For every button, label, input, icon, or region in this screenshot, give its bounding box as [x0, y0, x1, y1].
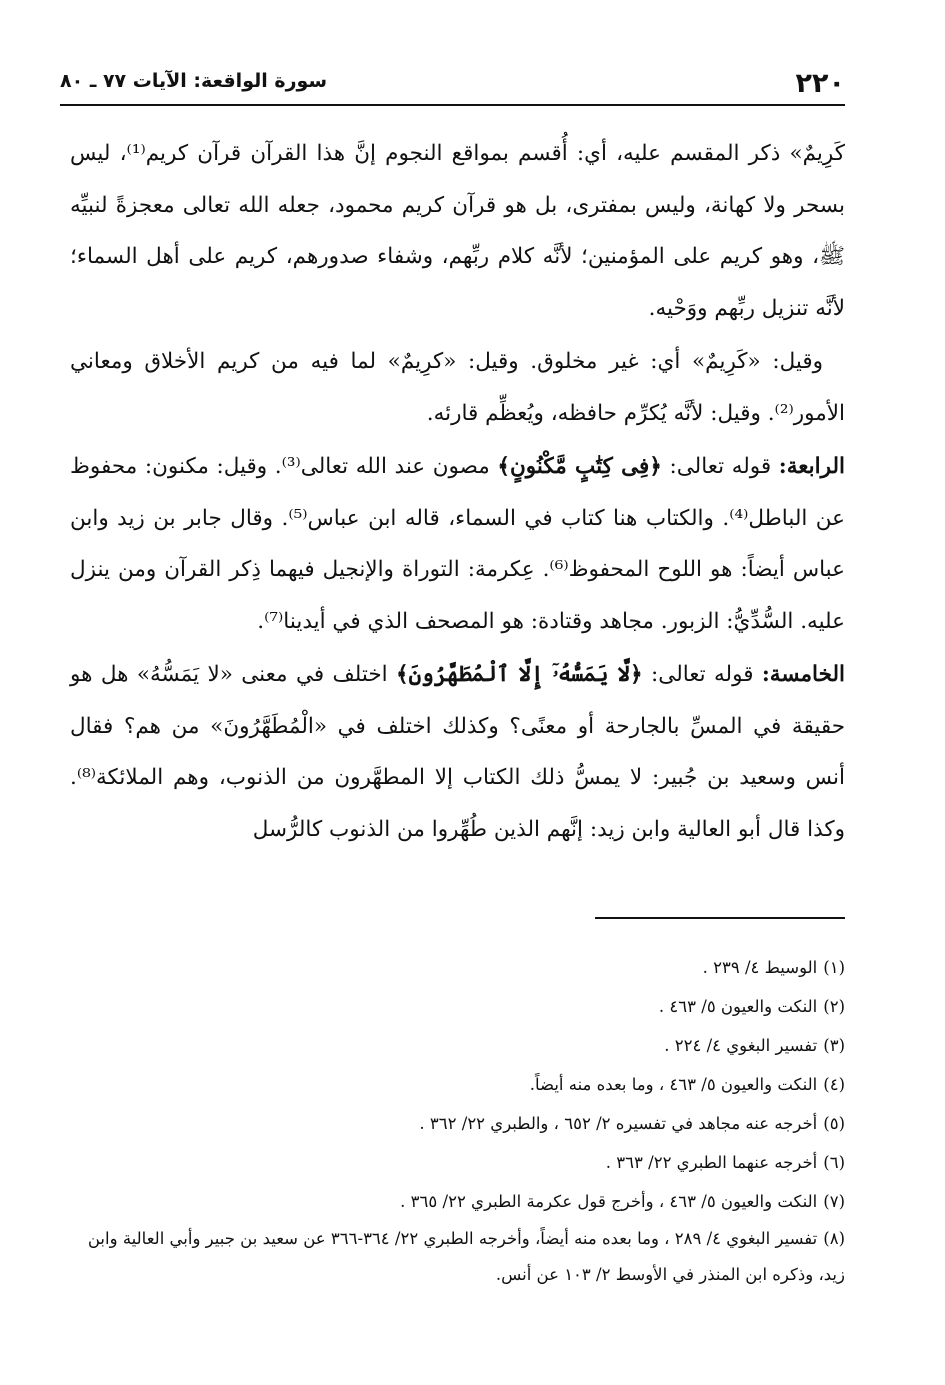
footnote-number: (٥) — [823, 1114, 845, 1133]
footnote — [70, 948, 845, 987]
paragraph-1: كَرِيمٌ» ذكر المقسم عليه، أي: أُقسم بمواقع النجوم إنَّ هذا القرآن قرآن كريم⁽¹⁾، ليس بسحر ولا كهانة، وليس بمفترى، بل هو قرآن كريم محمود، جعله الله تعالى معجزةً لنبيِّه ﷺ، وهو كريم على المؤمنين؛ لأنَّه كلام ربِّهم، وشفاء صدورهم، كريم على أهل السماء؛ لأنَّه تنزيل ربِّهم ووَحْيه. — [70, 141, 845, 321]
footnote-text: الوسيط ٤/ ٢٣٩ . — [702, 958, 818, 977]
page-number: ٢٢٠ — [795, 68, 845, 99]
page-header — [60, 60, 845, 106]
footnote-text: النكت والعيون ٥/ ٤٦٣ ، وما بعده منه أيضاً. — [529, 1075, 818, 1094]
paragraph-3 — [70, 441, 845, 647]
footnote-text: تفسير البغوي ٤/ ٢٢٤ . — [664, 1036, 818, 1055]
footnote — [70, 987, 845, 1026]
footnote-number: (٤) — [823, 1075, 845, 1094]
footnotes — [70, 948, 845, 1293]
footnote-number: (١) — [823, 958, 845, 977]
footnote — [70, 1143, 845, 1182]
main-text — [70, 128, 845, 857]
paragraph-4-text-a: قوله تعالى: — [642, 662, 762, 687]
footnote-text: أخرجه عنهما الطبري ٢٢/ ٣٦٣ . — [605, 1153, 818, 1172]
footnote-text: تفسير البغوي ٤/ ٢٨٩ ، وما بعده منه أيضاً، وأخرجه الطبري ٢٢/ ٣٦٤-٣٦٦ عن سعيد بن جبير وأبي العالية وابن زيد، وذكره ابن المنذر في الأوسط ٢/ ١٠٣ عن أنس. — [87, 1229, 845, 1284]
footnote-text: أخرجه عنه مجاهد في تفسيره ٢/ ٦٥٢ ، والطبري ٢٢/ ٣٦٢ . — [419, 1114, 818, 1133]
footnote-text: النكت والعيون ٥/ ٤٦٣ ، وأخرج قول عكرمة الطبري ٢٢/ ٣٦٥ . — [400, 1192, 818, 1211]
running-title: سورة الواقعة: الآيات ٧٧ ـ ٨٠ — [60, 70, 328, 92]
footnote-number: (٨) — [823, 1229, 845, 1248]
paragraph-4 — [70, 649, 845, 855]
footnote-number: (٧) — [823, 1192, 845, 1211]
footnote-number: (٦) — [823, 1153, 845, 1172]
footnote — [70, 1104, 845, 1143]
paragraph-3-lead: الرابعة: — [778, 454, 845, 479]
footnote-separator — [595, 917, 845, 919]
quran-verse-2: ﴿لَّا يَمَسُّهُۥٓ إِلَّا ٱلْمُطَهَّرُونَ﴾ — [396, 662, 643, 687]
footnote — [70, 1026, 845, 1065]
paragraph-4-text-b: اختلف في معنى «لا يَمَسُّهُ» هل هو حقيقة في المسِّ بالجارحة أو معنًى؟ وكذلك اختلف في «الْمُطَهَّرُونَ» من هم؟ فقال أنس وسعيد بن جُبير: لا يمسُّ ذلك الكتاب إلا المطهَّرون من الذنوب، وهم الملائكة⁽⁸⁾. وكذا قال أبو العالية وابن زيد: إنَّهم الذين طُهِّروا من الذنوب كالرُّسل — [70, 662, 845, 842]
footnote — [70, 1065, 845, 1104]
paragraph-3-text-b: مصون عند الله تعالى⁽³⁾. وقيل: مكنون: محفوظ عن الباطل⁽⁴⁾. والكتاب هنا كتاب في السماء، قاله ابن عباس⁽⁵⁾. وقال جابر بن زيد وابن عباس أيضاً: هو اللوح المحفوظ⁽⁶⁾. عِكرمة: التوراة والإنجيل فيهما ذِكر القرآن ومن ينزل عليه. السُّدِّيُّ: الزبور. مجاهد وقتادة: هو المصحف الذي في أيدينا⁽⁷⁾. — [70, 454, 845, 634]
footnote-number: (٢) — [823, 997, 845, 1016]
paragraph-3-text-a: قوله تعالى: — [661, 454, 779, 479]
paragraph-4-lead: الخامسة: — [761, 662, 845, 687]
footnote — [70, 1182, 845, 1221]
paragraph-2: وقيل: «كَرِيمٌ» أي: غير مخلوق. وقيل: «كرِيمٌ» لما فيه من كريم الأخلاق ومعاني الأمور⁽²⁾. وقيل: لأنَّه يُكرِّم حافظه، ويُعظِّم قارئه. — [70, 349, 845, 426]
footnote — [70, 1221, 845, 1293]
quran-verse-1: ﴿فِى كِتَٰبٍ مَّكْنُونٍ﴾ — [497, 454, 662, 479]
footnote-number: (٣) — [823, 1036, 845, 1055]
footnote-text: النكت والعيون ٥/ ٤٦٣ . — [658, 997, 818, 1016]
